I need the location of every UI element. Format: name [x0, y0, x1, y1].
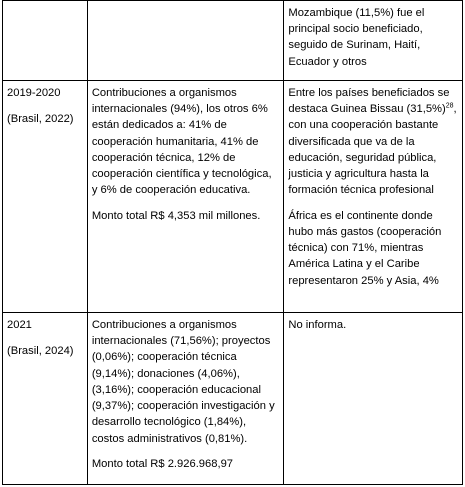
period-cell	[3, 1, 88, 81]
period-label: 2019-2020	[7, 87, 61, 99]
table-row	[3, 1, 463, 81]
beneficiaries-cell	[284, 313, 463, 485]
contributions-cell	[87, 81, 284, 313]
total-amount: Monto total R$ 4,353 mil millones.	[91, 209, 261, 222]
table-row	[3, 313, 463, 485]
contributions-text: Contribuciones a organismos internacionales (94%), los otros 6% están dedicados a: 41% de cooperación humanitaria, 41% de cooperación técnica, 12% de cooperación científica y tecnológica, y 6% de cooperación educativa.	[91, 87, 272, 197]
beneficiaries-text: No informa.	[288, 319, 347, 331]
period-cell	[3, 313, 88, 485]
contributions-cell	[87, 1, 284, 81]
cooperation-table	[2, 0, 463, 485]
period-label: 2021	[7, 319, 32, 331]
footnote-ref: 28	[445, 102, 454, 110]
period-source: (Brasil, 2024)	[7, 345, 74, 358]
beneficiaries-lead: Entre los países beneficiados se destaca Guinea Bissau (31,5%)	[288, 87, 450, 116]
total-amount: Monto total R$ 2.926.968,97	[91, 457, 234, 470]
beneficiaries-rest: , con una cooperación bastante diversificada que va de la educación, seguridad pública, justicia y agricultura hasta la formación técnica profesional	[288, 103, 457, 197]
period-cell	[3, 81, 88, 313]
table-row	[3, 81, 463, 313]
beneficiaries-text: Mozambique (11,5%) fue el principal socio beneficiado, seguido de Surinam, Haití, Ecuador y otros	[288, 7, 425, 68]
contributions-text: Contribuciones a organismos internacionales (71,56%); proyectos (0,06%); cooperación técnica (9,14%); donaciones (4,06%), (3,16%); cooperación educacional (9,37%); cooperación investigación y desarrollo tecnológico (1,84%), costos administrativos (0,81%).	[91, 319, 275, 445]
beneficiaries-text	[288, 85, 458, 199]
beneficiaries-cell	[284, 81, 463, 313]
beneficiaries-cell	[284, 1, 463, 81]
period-source: (Brasil, 2022)	[7, 113, 74, 126]
contributions-cell	[87, 313, 284, 485]
beneficiaries-extra: África es el continente donde hubo más gastos (cooperación técnica) con 71%, mientras América Latina y el Caribe representaron 25% y Asia, 4%	[288, 209, 442, 287]
